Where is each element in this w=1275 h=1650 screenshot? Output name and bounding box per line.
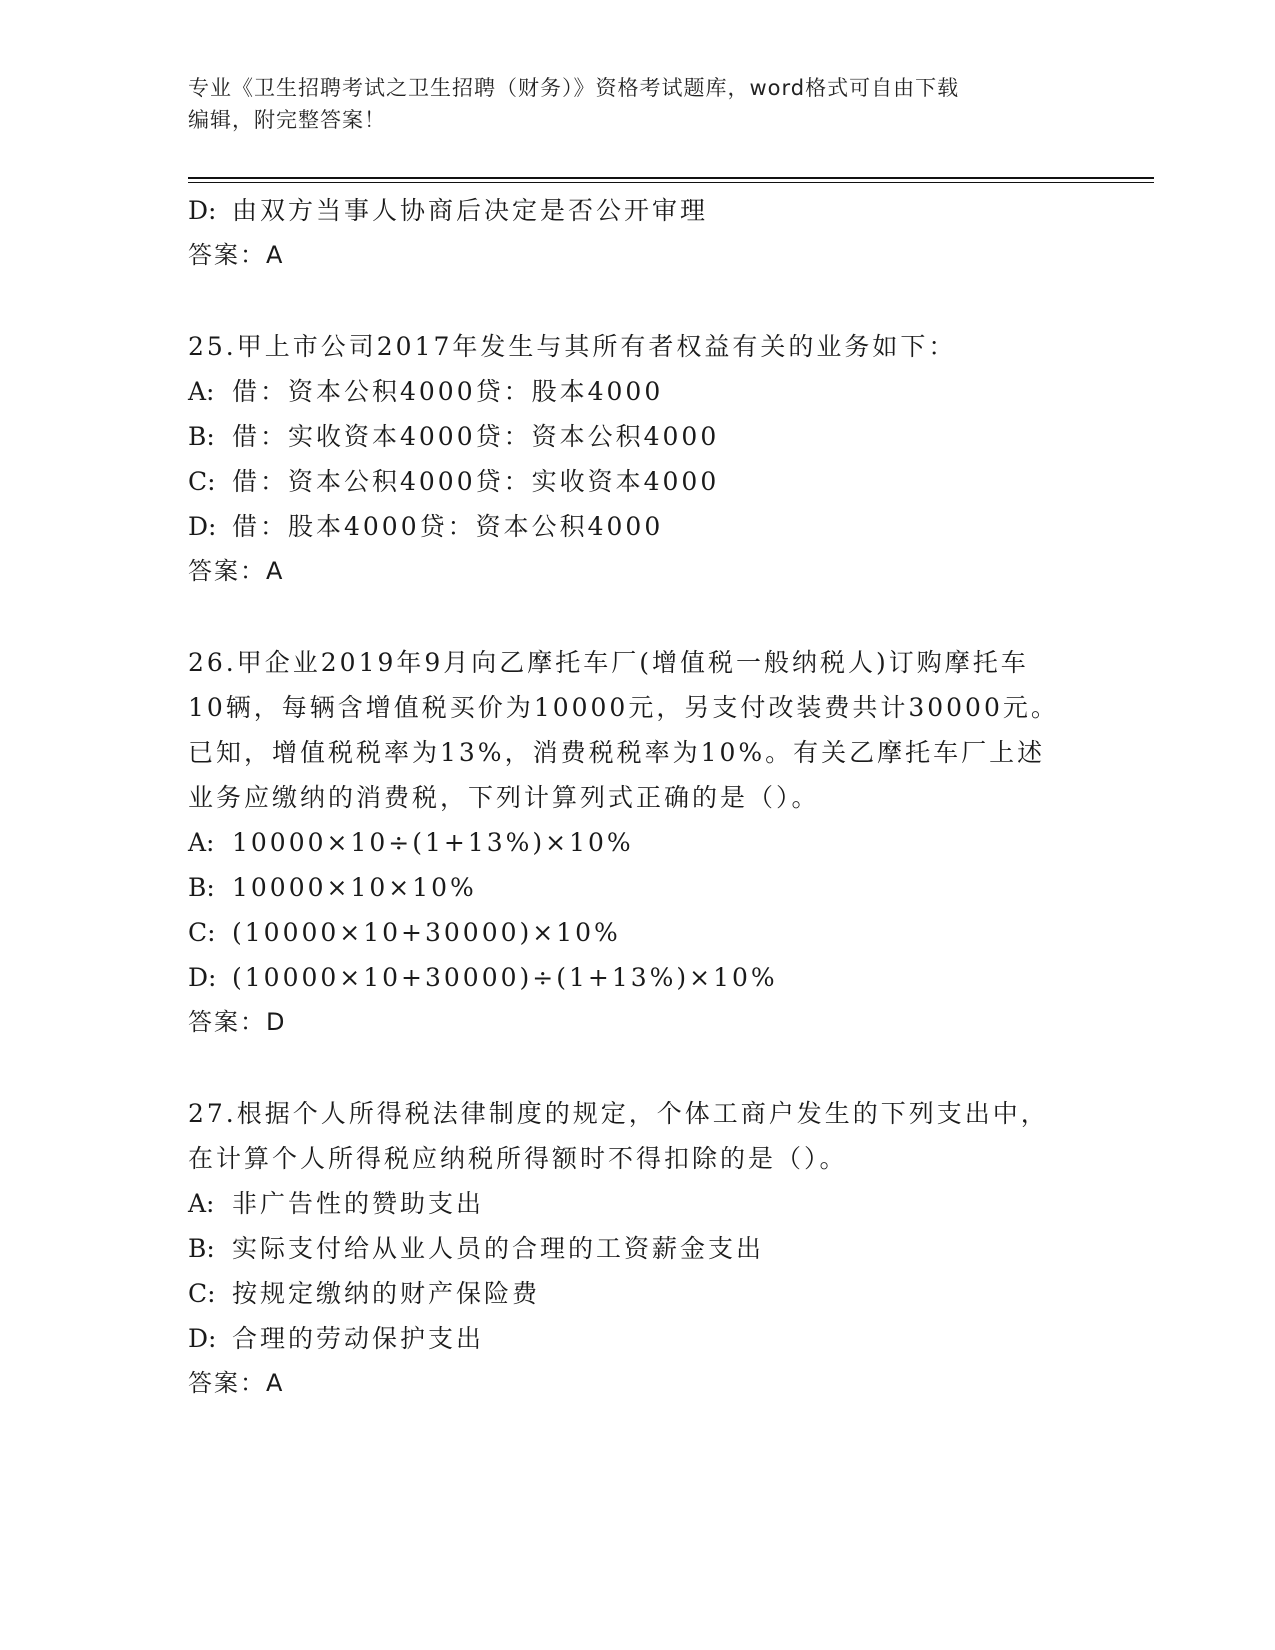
header-line-2: 编辑，附完整答案！ [188,108,386,132]
option-c [188,910,1088,955]
option-key: C: [188,918,216,947]
header-line-1: 专业《卫生招聘考试之卫生招聘（财务）》资格考试题库，word格式可自由下载 [188,76,960,100]
question-25 [188,324,1088,594]
option-b [188,414,1088,459]
question-stem-line-2: 在计算个人所得税应纳税所得额时不得扣除的是（）。 [188,1144,848,1173]
option-text: 由双方当事人协商后决定是否公开审理 [232,196,709,225]
question-stem: 25.甲上市公司2017年发生与其所有者权益有关的业务如下： [188,332,957,361]
option-c [188,459,1088,504]
option-key: D: [188,512,217,541]
option-key: B: [188,873,215,902]
option-a [188,369,1088,414]
option-key: B: [188,422,215,451]
option-c [188,1271,1088,1316]
page-header [188,72,1068,136]
option-text: 10000×10÷(1+13%)×10% [232,828,634,857]
option-d [188,1316,1088,1361]
answer-line: 答案：A [188,241,285,269]
option-key: B: [188,1234,215,1263]
option-b [188,865,1088,910]
option-text: 非广告性的赞助支出 [232,1189,485,1218]
option-key: A: [188,377,215,406]
question-stem-line-2: 10辆，每辆含增值税买价为10000元，另支付改装费共计30000元。 [188,693,1059,722]
option-key: C: [188,1279,216,1308]
option-text: 借：资本公积4000贷：股本4000 [232,377,664,406]
option-key: D: [188,1324,217,1353]
option-key: D: [188,963,217,992]
option-text: 10000×10×10% [232,873,477,902]
option-text: 借：股本4000贷：资本公积4000 [232,512,664,541]
header-divider-thick [188,177,1154,179]
option-a [188,1181,1088,1226]
question-stem-line-1: 26.甲企业2019年9月向乙摩托车厂(增值税一般纳税人)订购摩托车 [188,648,1029,677]
option-key: C: [188,467,216,496]
document-body [188,188,1088,1406]
option-text: 借：实收资本4000贷：资本公积4000 [232,422,720,451]
option-b [188,1226,1088,1271]
option-a [188,820,1088,865]
answer-line: 答案：A [188,1369,285,1397]
question-27 [188,1091,1088,1406]
question-stem-line-1: 27.根据个人所得税法律制度的规定，个体工商户发生的下列支出中， [188,1099,1049,1128]
answer-line: 答案：A [188,557,285,585]
option-text: 按规定缴纳的财产保险费 [232,1279,541,1308]
option-text: (10000×10+30000)÷(1+13%)×10% [232,963,778,992]
header-divider-thin [188,182,1154,183]
answer-line: 答案：D [188,1008,287,1036]
option-text: 借：资本公积4000贷：实收资本4000 [232,467,720,496]
option-key: A: [188,1189,215,1218]
option-key: A: [188,828,215,857]
option-d [188,188,1088,233]
option-d [188,955,1088,1000]
option-text: 实际支付给从业人员的合理的工资薪金支出 [232,1234,765,1263]
option-key: D: [188,196,217,225]
option-text: 合理的劳动保护支出 [232,1324,485,1353]
question-stem-line-4: 业务应缴纳的消费税，下列计算列式正确的是（）。 [188,783,820,812]
previous-question-tail [188,188,1088,278]
question-26 [188,640,1088,1045]
option-d [188,504,1088,549]
option-text: (10000×10+30000)×10% [232,918,621,947]
question-stem-line-3: 已知，增值税税率为13%，消费税税率为10%。有关乙摩托车厂上述 [188,738,1046,767]
